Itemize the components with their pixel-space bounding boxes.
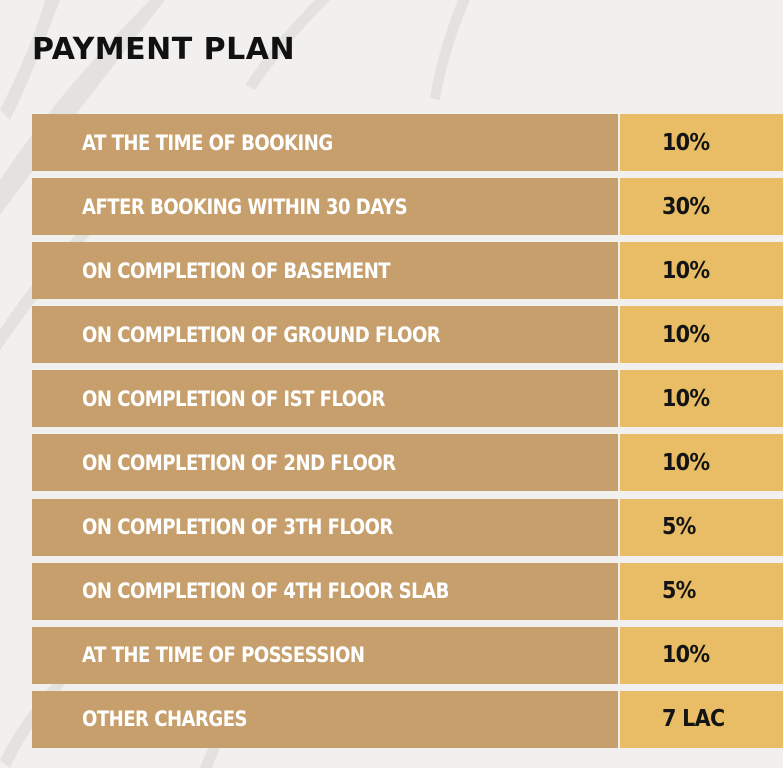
payment-stage-cell: [32, 178, 618, 235]
payment-stage-cell: [32, 370, 618, 427]
payment-amount-cell: [620, 434, 783, 491]
payment-amount-value: 30%: [662, 193, 710, 220]
payment-amount-value: 10%: [662, 257, 710, 284]
payment-stage-label: ON COMPLETION OF 4TH FLOOR SLAB: [82, 579, 449, 604]
payment-stage-label: ON COMPLETION OF GROUND FLOOR: [82, 322, 441, 347]
payment-amount-value: 10%: [662, 449, 710, 476]
page-title: PAYMENT PLAN: [32, 32, 296, 67]
payment-amount-cell: [620, 563, 783, 620]
payment-amount-value: 7 LAC: [662, 706, 725, 733]
payment-row: [32, 114, 783, 171]
payment-amount-cell: [620, 114, 783, 171]
payment-stage-cell: [32, 563, 618, 620]
payment-row: [32, 242, 783, 299]
payment-amount-cell: [620, 306, 783, 363]
payment-amount-cell: [620, 627, 783, 684]
payment-amount-cell: [620, 178, 783, 235]
payment-plan-table: [32, 114, 783, 748]
payment-amount-value: 5%: [662, 578, 696, 605]
payment-row: [32, 178, 783, 235]
payment-amount-value: 10%: [662, 642, 710, 669]
payment-row: [32, 563, 783, 620]
payment-stage-cell: [32, 691, 618, 748]
payment-row: [32, 306, 783, 363]
payment-amount-value: 10%: [662, 129, 710, 156]
payment-stage-label: ON COMPLETION OF 3TH FLOOR: [82, 515, 393, 540]
payment-amount-cell: [620, 691, 783, 748]
payment-row: [32, 691, 783, 748]
payment-stage-cell: [32, 242, 618, 299]
payment-amount-value: 5%: [662, 514, 696, 541]
payment-stage-label: OTHER CHARGES: [82, 707, 248, 732]
payment-amount-cell: [620, 370, 783, 427]
payment-stage-label: ON COMPLETION OF BASEMENT: [82, 258, 391, 283]
payment-stage-cell: [32, 114, 618, 171]
payment-stage-label: AT THE TIME OF BOOKING: [82, 130, 333, 155]
payment-stage-label: ON COMPLETION OF 2ND FLOOR: [82, 450, 396, 475]
payment-stage-label: AFTER BOOKING WITHIN 30 DAYS: [82, 194, 408, 219]
payment-amount-cell: [620, 499, 783, 556]
payment-stage-label: ON COMPLETION OF IST FLOOR: [82, 386, 385, 411]
payment-amount-value: 10%: [662, 321, 710, 348]
payment-row: [32, 434, 783, 491]
payment-amount-value: 10%: [662, 385, 710, 412]
payment-stage-label: AT THE TIME OF POSSESSION: [82, 643, 365, 668]
payment-stage-cell: [32, 434, 618, 491]
payment-stage-cell: [32, 306, 618, 363]
payment-row: [32, 499, 783, 556]
payment-amount-cell: [620, 242, 783, 299]
payment-row: [32, 627, 783, 684]
payment-stage-cell: [32, 627, 618, 684]
payment-row: [32, 370, 783, 427]
payment-stage-cell: [32, 499, 618, 556]
